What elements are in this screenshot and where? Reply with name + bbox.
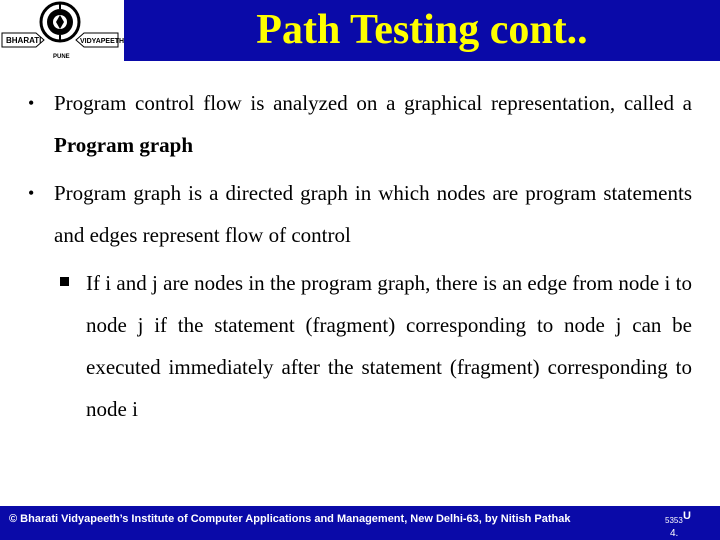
- square-bullet-icon: [60, 277, 69, 286]
- sub-bullet-item: [20, 262, 692, 430]
- footer-u-mark: U: [683, 510, 691, 522]
- slide-body: [20, 82, 692, 430]
- bullet-dot-icon: •: [28, 183, 35, 203]
- logo-left-text: BHARATI: [6, 36, 42, 45]
- footer-credit: © Bharati Vidyapeeth’s Institute of Computer Applications and Management, New Delhi-63, by Nitish Pathak: [9, 513, 571, 525]
- footer-page-number: 4.: [670, 528, 679, 539]
- bullet-item: [20, 82, 692, 166]
- bullet-dot-icon: •: [28, 93, 35, 113]
- sub-bullet-text: If i and j are nodes in the program graph, there is an edge from node i to node j if the statement (fragment) corresponding to node j can be executed immediately after the statement (fragment) corresponding to node i: [86, 271, 692, 421]
- bullet-bold-term: Program graph: [54, 133, 194, 157]
- bullet-text: Program control flow is analyzed on a graphical representation, called a: [54, 91, 692, 115]
- institute-logo: [0, 0, 124, 61]
- bullet-text: Program graph is a directed graph in which nodes are program statements and edges represent flow of control: [54, 181, 692, 247]
- header-divider: [0, 61, 720, 69]
- footer-slide-ref: 5353: [665, 516, 683, 525]
- bharati-vidyapeeth-logo: [0, 0, 124, 61]
- slide-title: Path Testing cont..: [256, 7, 588, 53]
- bullet-item: [20, 172, 692, 256]
- logo-bottom-text: PUNE: [53, 54, 70, 60]
- logo-right-text: VIDYAPEETH: [80, 38, 124, 45]
- slide-header: [0, 0, 720, 80]
